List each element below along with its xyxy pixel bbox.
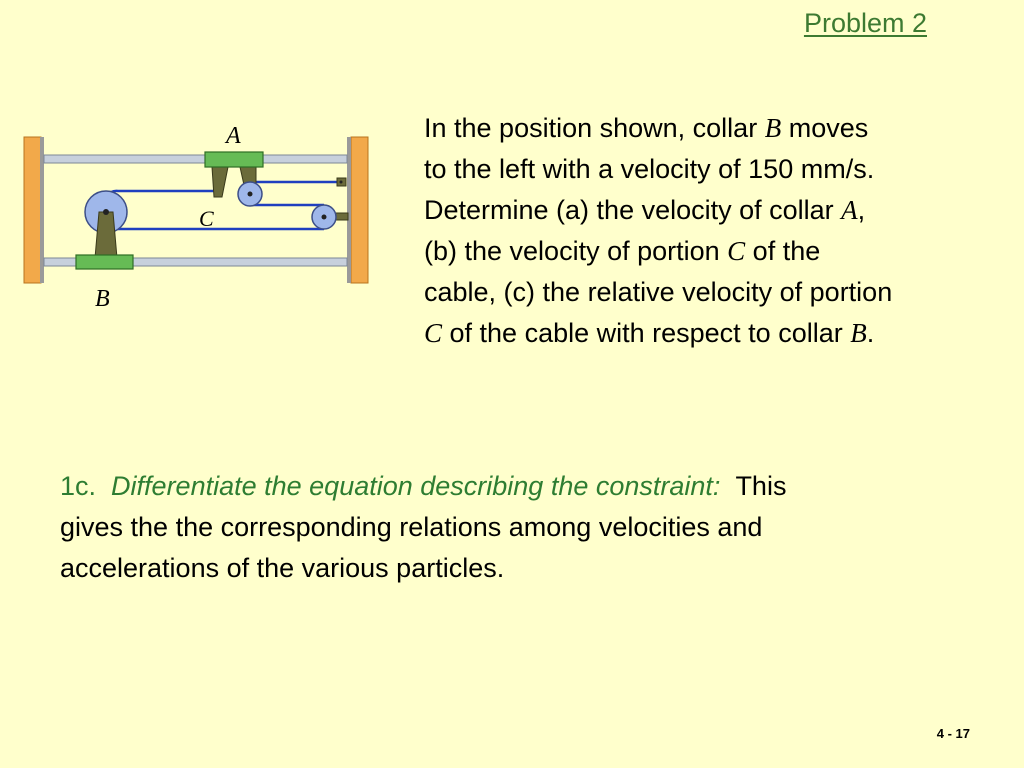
- collar-a-symbol: A: [841, 195, 858, 225]
- left-wall: [24, 137, 41, 283]
- right-wall-edge: [347, 137, 351, 283]
- label-a: A: [226, 123, 241, 149]
- page-number: 4 - 17: [936, 726, 970, 741]
- pulley-collar-diagram: [0, 0, 400, 330]
- problem-text: (b) the velocity of portion: [424, 236, 728, 266]
- problem-text: moves: [781, 113, 869, 143]
- upper-rod: [44, 155, 347, 163]
- step-number: 1c.: [60, 471, 97, 501]
- step-text: This: [735, 471, 787, 501]
- step-text: accelerations of the various particles.: [60, 553, 505, 583]
- cable-anchor-pin: [340, 181, 343, 184]
- problem-text: .: [866, 318, 875, 348]
- collar-a: [205, 152, 263, 167]
- step-heading: Differentiate the equation describing the constraint:: [111, 471, 721, 501]
- bracket-a-left: [212, 167, 228, 197]
- problem-text: ,: [857, 195, 866, 225]
- slide-title: Problem 2: [803, 8, 927, 38]
- portion-c-symbol: C: [727, 236, 746, 266]
- portion-c-symbol: C: [424, 318, 443, 348]
- problem-text: of the cable with respect to collar: [442, 318, 851, 348]
- collar-b-symbol: B: [850, 318, 867, 348]
- collar-b-symbol: B: [764, 113, 782, 143]
- problem-statement: [424, 108, 1024, 354]
- pulley-right-axle: [322, 215, 327, 220]
- step-text: gives the the corresponding relations among velocities and: [60, 512, 763, 542]
- right-wall: [351, 137, 368, 283]
- solution-step: [60, 466, 990, 589]
- pulley-b-axle: [103, 209, 109, 215]
- left-wall-edge: [40, 137, 44, 283]
- problem-text: In the position shown, collar: [424, 113, 765, 143]
- problem-text: cable, (c) the relative velocity of portion: [424, 277, 893, 307]
- pulley-a-axle: [248, 192, 253, 197]
- problem-text: to the left with a velocity of 150 mm/s.: [424, 154, 875, 184]
- label-b: B: [95, 286, 110, 312]
- problem-text: of the: [745, 236, 821, 266]
- collar-b: [76, 255, 133, 269]
- label-c: C: [199, 206, 214, 231]
- bracket-b: [95, 212, 117, 258]
- problem-text: Determine (a) the velocity of collar: [424, 195, 842, 225]
